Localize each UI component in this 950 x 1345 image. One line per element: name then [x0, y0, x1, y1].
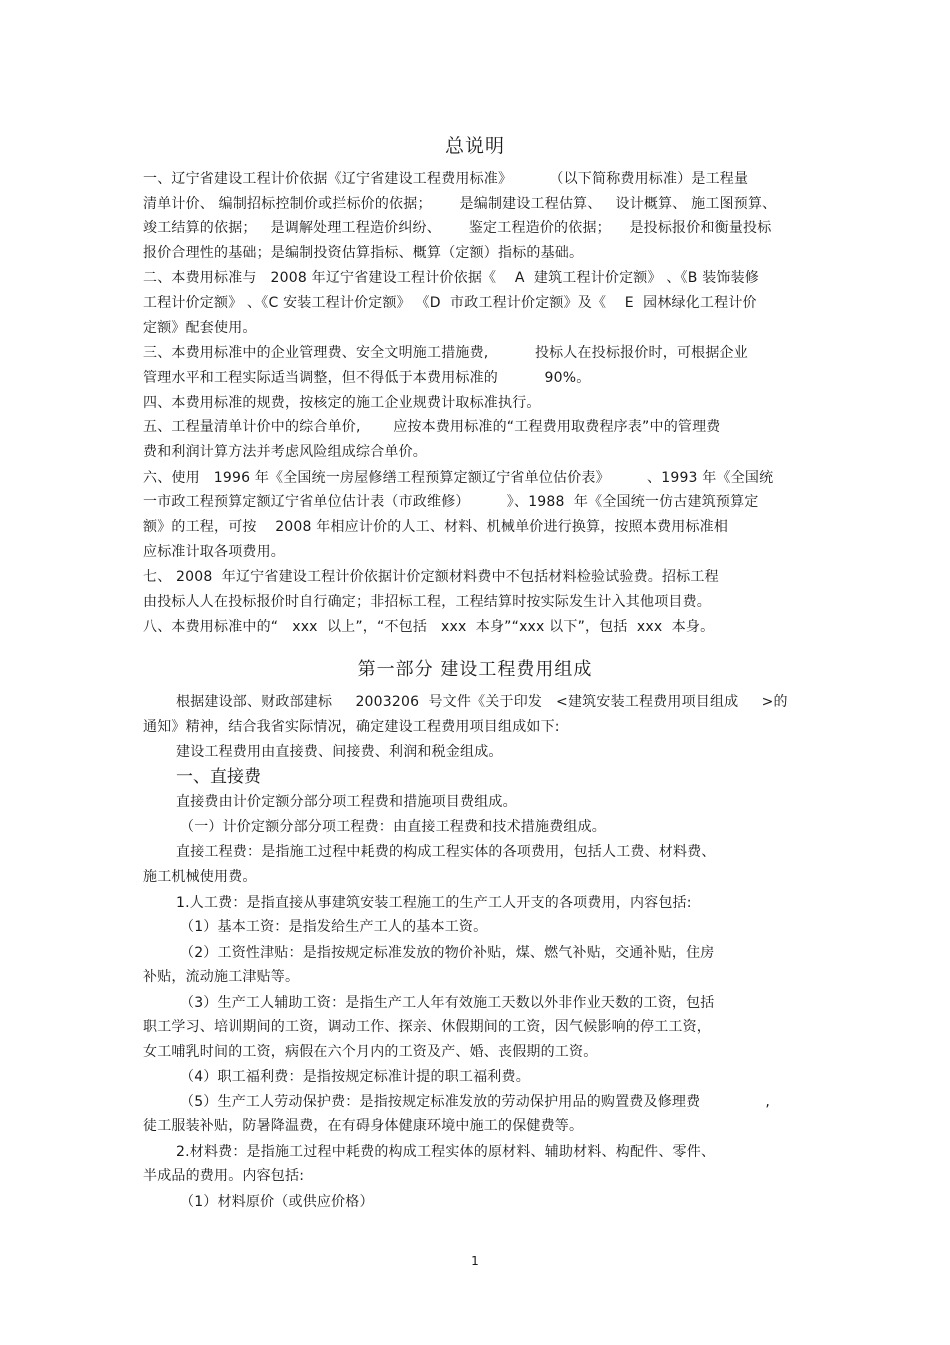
direct-engineering-line: 直接工程费：是指施工过程中耗费的构成工程实体的各项费用，包括人工费、材料费、	[176, 844, 716, 860]
labor-item: （3）生产工人辅助工资：是指生产工人年有效施工天数以外非作业天数的工资，包括	[180, 995, 715, 1011]
sub-heading: （一）计价定额分部分项工程费：由直接工程费和技术措施费组成。	[180, 819, 606, 835]
material-title: 2.材料费：是指施工过程中耗费的构成工程实体的原材料、辅助材料、构配件、零件、	[176, 1144, 716, 1160]
labor-title: 1.人工费：是指直接从事建筑安装工程施工的生产工人开支的各项费用，内容包括:	[176, 895, 692, 911]
part-title: 第一部分 建设工程费用组成	[357, 659, 593, 680]
composition-text: 建设工程费用由直接费、间接费、利润和税金组成。	[176, 744, 503, 760]
note-line: 二、本费用标准与 2008 年辽宁省建设工程计价依据《 A 建筑工程计价定额》 、《B 装饰装修	[143, 270, 760, 286]
note-line: 定额》配套使用。	[143, 320, 257, 336]
labor-item: 徒工服装补贴，防暑降温费，在有碍身体健康环境中施工的保健费等。	[143, 1118, 584, 1134]
note-line: 应标准计取各项费用。	[143, 544, 285, 560]
note-line: 一市政工程预算定额辽宁省单位估计表（市政维修） 》、1988 年《全国统一仿古建筑预算定	[143, 494, 759, 510]
part-intro-line: 根据建设部、财政部建标 2003206 号文件《关于印发 <建筑安装工程费用项目组成 >的	[176, 694, 788, 710]
labor-item: （1）基本工资：是指发给生产工人的基本工资。	[180, 919, 488, 935]
direct-intro: 直接费由计价定额分部分项工程费和措施项目费组成。	[176, 794, 517, 810]
labor-item: （4）职工福利费：是指按规定标准计提的职工福利费。	[180, 1069, 530, 1085]
document-title: 总说明	[444, 135, 505, 157]
note-line: 竣工结算的依据； 是调解处理工程造价纠纷、 鉴定工程造价的依据； 是投标报价和衡量投标	[143, 220, 772, 236]
section-heading: 一、直接费	[176, 767, 261, 787]
labor-item: 女工哺乳时间的工资，病假在六个月内的工资及产、婚、丧假期的工资。	[143, 1044, 598, 1060]
note-line: 由投标人人在投标报价时自行确定；非招标工程，工程结算时按实际发生计入其他项目费。	[143, 594, 711, 610]
direct-engineering-line: 施工机械使用费。	[143, 869, 257, 885]
note-line: 四、本费用标准的规费，按核定的施工企业规费计取标准执行。	[143, 395, 541, 411]
note-line: 八、本费用标准中的“ xxx 以上”，“不包括 xxx 本身”“xxx 以下”，包括 xxx 本身。	[143, 619, 715, 635]
labor-item: （2）工资性津贴：是指按规定标准发放的物价补贴，煤、燃气补贴，交通补贴，住房	[180, 945, 715, 961]
note-line: 三、本费用标准中的企业管理费、安全文明施工措施费, 投标人在投标报价时，可根据企业	[143, 345, 748, 361]
labor-item: （5）生产工人劳动保护费：是指按规定标准发放的劳动保护用品的购置费及修理费 ,	[180, 1094, 771, 1110]
note-line: 一、辽宁省建设工程计价依据《辽宁省建设工程费用标准》 （以下简称费用标准）是工程量	[143, 171, 749, 187]
note-line: 清单计价、 编制招标控制价或拦标价的依据； 是编制建设工程估算、 设计概算、 施工图预算、	[143, 196, 777, 212]
note-line: 管理水平和工程实际适当调整，但不得低于本费用标准的 90%。	[143, 370, 591, 386]
note-line: 额》的工程，可按 2008 年相应计价的人工、材料、机械单价进行换算，按照本费用标准相	[143, 519, 729, 535]
page-number: 1	[471, 1254, 479, 1268]
note-line: 工程计价定额》 、《C 安装工程计价定额》 《D 市政工程计价定额》及《 E 园林绿化工程计价	[143, 295, 757, 311]
material-item: （1）材料原价（或供应价格）	[180, 1194, 374, 1210]
note-line: 六、使用 1996 年《全国统一房屋修缮工程预算定额辽宁省单位估价表》 、1993 年《全国统	[143, 470, 774, 486]
part-intro-line: 通知》精神，结合我省实际情况，确定建设工程费用项目组成如下:	[143, 719, 560, 735]
note-line: 五、工程量清单计价中的综合单价, 应按本费用标准的“工程费用取费程序表”中的管理费	[143, 419, 721, 435]
labor-item: 职工学习、培训期间的工资，调动工作、探亲、休假期间的工资，因气候影响的停工工资，	[143, 1019, 711, 1035]
note-line: 费和利润计算方法并考虑风险组成综合单价。	[143, 444, 427, 460]
note-line: 七、 2008 年辽宁省建设工程计价依据计价定额材料费中不包括材料检验试验费。招标工程	[143, 569, 719, 585]
note-line: 报价合理性的基础；是编制投资估算指标、概算（定额）指标的基础。	[143, 245, 584, 261]
labor-item: 补贴，流动施工津贴等。	[143, 969, 300, 985]
material-title: 半成品的费用。内容包括:	[143, 1168, 305, 1184]
